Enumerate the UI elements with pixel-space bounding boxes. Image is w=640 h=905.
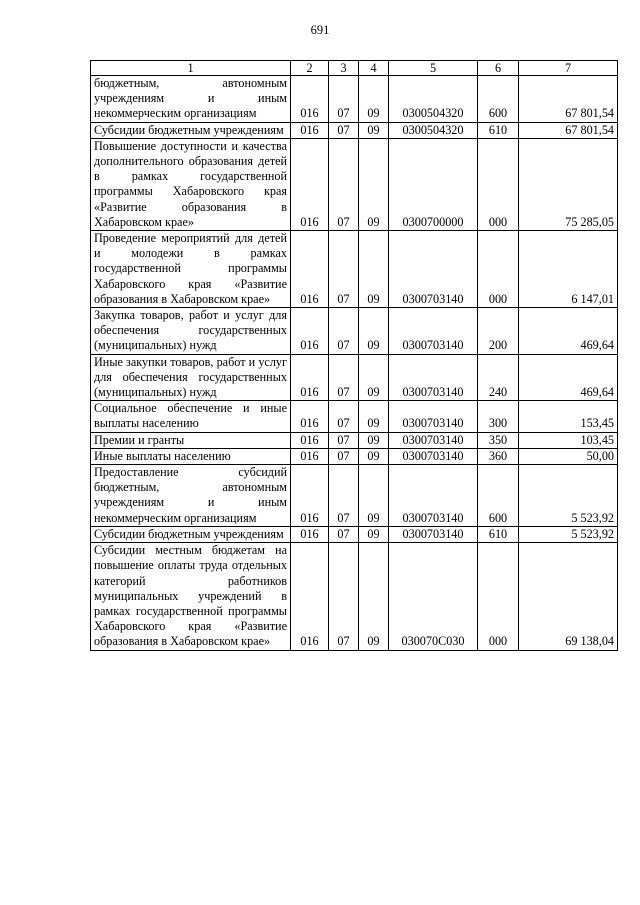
table-row — [91, 465, 618, 527]
col-header: 1 — [91, 61, 291, 76]
table-row — [91, 432, 618, 448]
amount: 50,00 — [519, 448, 618, 464]
table-row — [91, 122, 618, 138]
expense-type-code: 000 — [478, 543, 519, 650]
target-article-code: 0300703140 — [389, 401, 478, 432]
table-row — [91, 401, 618, 432]
expense-type-code: 350 — [478, 432, 519, 448]
table-row — [91, 76, 618, 123]
item-name: Субсидии местным бюджетам на повышение оплаты труда отдельных категорий работников муниципальных учреждений в рамках государственной программы Хабаровского края «Развитие образования в Хабаровском крае» — [91, 543, 291, 650]
amount: 5 523,92 — [519, 465, 618, 527]
ministry-code: 016 — [291, 354, 329, 401]
subsection-code: 09 — [359, 231, 389, 308]
subsection-code: 09 — [359, 543, 389, 650]
ministry-code: 016 — [291, 432, 329, 448]
subsection-code: 09 — [359, 122, 389, 138]
ministry-code: 016 — [291, 308, 329, 355]
amount: 153,45 — [519, 401, 618, 432]
ministry-code: 016 — [291, 526, 329, 542]
amount: 67 801,54 — [519, 122, 618, 138]
target-article-code: 0300703140 — [389, 354, 478, 401]
table-row — [91, 354, 618, 401]
section-code: 07 — [329, 526, 359, 542]
target-article-code: 0300703140 — [389, 432, 478, 448]
section-code: 07 — [329, 76, 359, 123]
target-article-code: 0300703140 — [389, 231, 478, 308]
subsection-code: 09 — [359, 448, 389, 464]
expense-type-code: 000 — [478, 138, 519, 230]
item-name: Субсидии бюджетным учреждениям — [91, 122, 291, 138]
section-code: 07 — [329, 543, 359, 650]
target-article-code: 030070С030 — [389, 543, 478, 650]
amount: 5 523,92 — [519, 526, 618, 542]
col-header: 3 — [329, 61, 359, 76]
table-row — [91, 448, 618, 464]
expense-type-code: 610 — [478, 122, 519, 138]
item-name: Премии и гранты — [91, 432, 291, 448]
subsection-code: 09 — [359, 526, 389, 542]
expense-type-code: 610 — [478, 526, 519, 542]
ministry-code: 016 — [291, 448, 329, 464]
section-code: 07 — [329, 231, 359, 308]
col-header: 5 — [389, 61, 478, 76]
amount: 103,45 — [519, 432, 618, 448]
table-row — [91, 543, 618, 650]
col-header: 4 — [359, 61, 389, 76]
subsection-code: 09 — [359, 465, 389, 527]
expense-type-code: 300 — [478, 401, 519, 432]
expense-type-code: 600 — [478, 76, 519, 123]
expense-type-code: 600 — [478, 465, 519, 527]
col-header: 6 — [478, 61, 519, 76]
target-article-code: 0300504320 — [389, 76, 478, 123]
section-code: 07 — [329, 448, 359, 464]
section-code: 07 — [329, 138, 359, 230]
item-name: Социальное обеспечение и иные выплаты населению — [91, 401, 291, 432]
item-name: Иные выплаты населению — [91, 448, 291, 464]
table-row — [91, 526, 618, 542]
ministry-code: 016 — [291, 138, 329, 230]
ministry-code: 016 — [291, 122, 329, 138]
col-header: 7 — [519, 61, 618, 76]
subsection-code: 09 — [359, 138, 389, 230]
subsection-code: 09 — [359, 401, 389, 432]
budget-table — [90, 60, 618, 651]
subsection-code: 09 — [359, 432, 389, 448]
target-article-code: 0300703140 — [389, 448, 478, 464]
item-name: Повышение доступности и качества дополнительного образования детей в рамках государственной программы Хабаровского края «Развитие образования в Хабаровском крае» — [91, 138, 291, 230]
expense-type-code: 000 — [478, 231, 519, 308]
ministry-code: 016 — [291, 76, 329, 123]
expense-type-code: 360 — [478, 448, 519, 464]
subsection-code: 09 — [359, 76, 389, 123]
table-row — [91, 231, 618, 308]
item-name: Закупка товаров, работ и услуг для обеспечения государственных (муниципальных) нужд — [91, 308, 291, 355]
section-code: 07 — [329, 465, 359, 527]
target-article-code: 0300700000 — [389, 138, 478, 230]
target-article-code: 0300703140 — [389, 526, 478, 542]
amount: 469,64 — [519, 354, 618, 401]
item-name: Предоставление субсидий бюджетным, автономным учреждениям и иным некоммерческим организациям — [91, 465, 291, 527]
ministry-code: 016 — [291, 231, 329, 308]
amount: 69 138,04 — [519, 543, 618, 650]
item-name: Проведение мероприятий для детей и молодежи в рамках государственной программы Хабаровского края «Развитие образования в Хабаровском крае» — [91, 231, 291, 308]
subsection-code: 09 — [359, 308, 389, 355]
amount: 469,64 — [519, 308, 618, 355]
page-number: 691 — [310, 23, 330, 37]
target-article-code: 0300703140 — [389, 308, 478, 355]
ministry-code: 016 — [291, 401, 329, 432]
amount: 75 285,05 — [519, 138, 618, 230]
subsection-code: 09 — [359, 354, 389, 401]
amount: 67 801,54 — [519, 76, 618, 123]
section-code: 07 — [329, 308, 359, 355]
item-name: бюджетным, автономным учреждениям и иным некоммерческим организациям — [91, 76, 291, 123]
expense-type-code: 200 — [478, 308, 519, 355]
ministry-code: 016 — [291, 465, 329, 527]
table-row — [91, 138, 618, 230]
table-row — [91, 308, 618, 355]
section-code: 07 — [329, 401, 359, 432]
expense-type-code: 240 — [478, 354, 519, 401]
amount: 6 147,01 — [519, 231, 618, 308]
section-code: 07 — [329, 432, 359, 448]
item-name: Субсидии бюджетным учреждениям — [91, 526, 291, 542]
section-code: 07 — [329, 122, 359, 138]
target-article-code: 0300504320 — [389, 122, 478, 138]
ministry-code: 016 — [291, 543, 329, 650]
col-header: 2 — [291, 61, 329, 76]
header-row — [91, 61, 618, 76]
target-article-code: 0300703140 — [389, 465, 478, 527]
item-name: Иные закупки товаров, работ и услуг для обеспечения государственных (муниципальных) нужд — [91, 354, 291, 401]
section-code: 07 — [329, 354, 359, 401]
